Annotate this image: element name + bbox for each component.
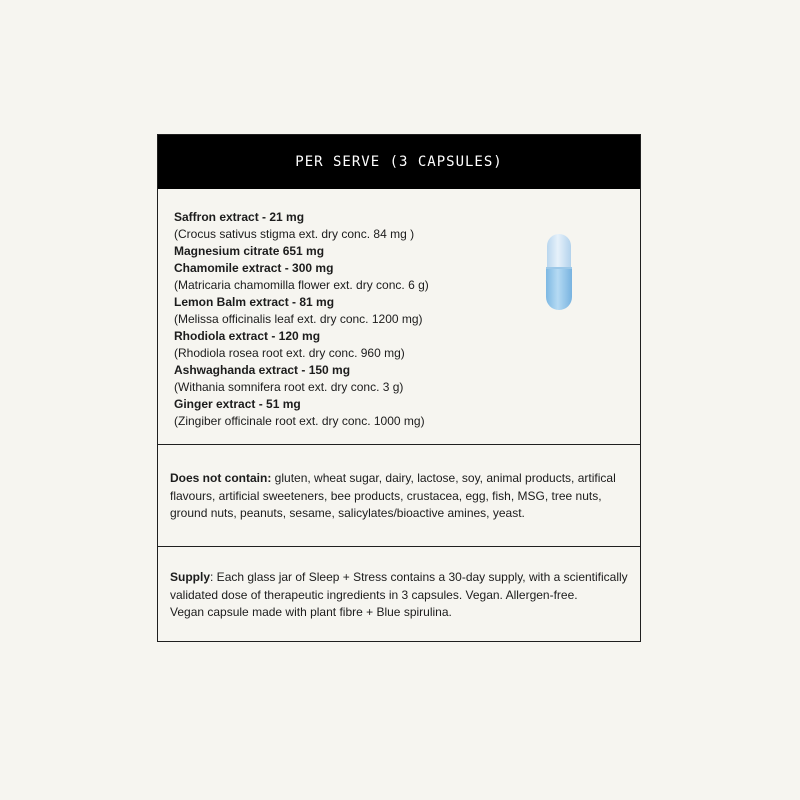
ingredient-name: Saffron extract - 21 mg — [174, 210, 305, 224]
ingredient-name: Ginger extract - 51 mg — [174, 397, 301, 411]
panel-title: PER SERVE (3 CAPSULES) — [295, 154, 503, 170]
supply-line-2: Vegan capsule made with plant fibre + Blue spirulina. — [170, 605, 452, 619]
ingredient-detail: (Melissa officinalis leaf ext. dry conc. 1200 mg) — [174, 312, 423, 326]
ingredient-detail: (Matricaria chamomilla flower ext. dry conc. 6 g) — [174, 278, 429, 292]
supply-paragraph — [170, 569, 628, 604]
ingredient-detail: (Crocus sativus stigma ext. dry conc. 84 mg ) — [174, 227, 415, 241]
allergen-section — [158, 445, 640, 547]
ingredient-detail: (Withania somnifera root ext. dry conc. 3 g) — [174, 380, 404, 394]
capsule-icon — [545, 232, 573, 310]
nutrition-panel — [157, 134, 641, 642]
contains-text: gluten, wheat sugar, dairy, lactose, soy, animal products, artifical flavours, artificial sweeteners, bee products, crustacea, egg, fish, MSG, tree nuts, ground nuts, peanuts, sesame, salicylates/bioactive amines, yeast. — [170, 471, 616, 520]
ingredient-item — [174, 328, 640, 362]
ingredient-name: Lemon Balm extract - 81 mg — [174, 295, 335, 309]
ingredient-item — [174, 396, 640, 430]
supply-section — [158, 547, 640, 622]
ingredient-name: Ashwaghanda extract - 150 mg — [174, 363, 351, 377]
contains-label: Does not contain: — [170, 471, 272, 485]
supply-text: : Each glass jar of Sleep + Stress contains a 30-day supply, with a scientifically validated dose of therapeutic ingredients in 3 capsules. Vegan. Allergen-free. — [170, 570, 628, 602]
supply-label: Supply — [170, 570, 211, 584]
ingredient-detail: (Zingiber officinale root ext. dry conc. 1000 mg) — [174, 414, 425, 428]
ingredient-name: Rhodiola extract - 120 mg — [174, 329, 321, 343]
ingredients-section — [158, 189, 640, 445]
panel-header — [158, 135, 640, 189]
ingredient-detail: (Rhodiola rosea root ext. dry conc. 960 mg) — [174, 346, 405, 360]
ingredient-name: Chamomile extract - 300 mg — [174, 261, 334, 275]
ingredient-name: Magnesium citrate 651 mg — [174, 244, 325, 258]
ingredient-item — [174, 362, 640, 396]
